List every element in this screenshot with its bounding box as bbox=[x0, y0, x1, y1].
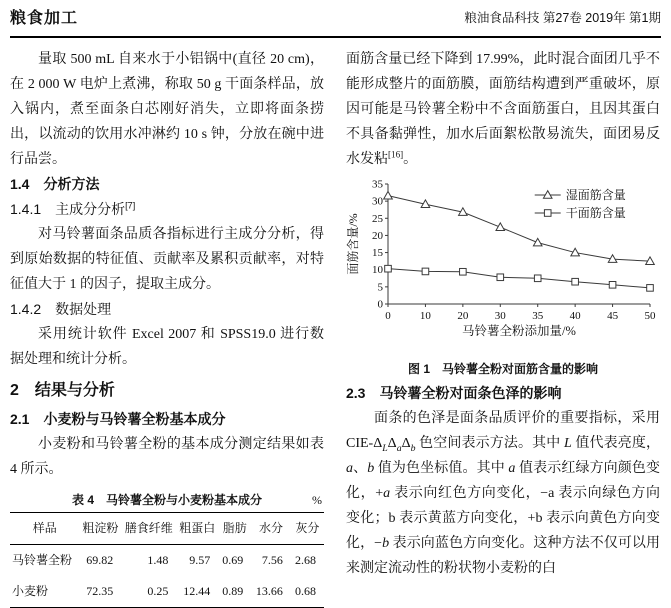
cell-sample: 马铃薯全粉 bbox=[12, 553, 73, 567]
text-segment: b bbox=[410, 442, 416, 454]
heading-1-4-2: 1.4.2 数据处理 bbox=[10, 301, 112, 317]
text-segment: [16] bbox=[388, 149, 404, 160]
y-tick-label: 0 bbox=[377, 298, 383, 311]
left-column bbox=[10, 47, 324, 608]
square-marker bbox=[460, 268, 467, 275]
col-header-ash: 灰分 bbox=[291, 513, 324, 545]
text-segment: Δ bbox=[401, 436, 411, 451]
table-4 bbox=[10, 512, 324, 608]
table-row bbox=[10, 576, 324, 608]
cell-value: 0.69 bbox=[222, 553, 244, 567]
cell-value: 2.68 bbox=[295, 553, 316, 567]
text-segment: a bbox=[346, 461, 353, 476]
col-header-crude-starch: 粗淀粉 bbox=[79, 513, 121, 545]
text-segment: b bbox=[367, 461, 375, 476]
square-marker bbox=[422, 268, 429, 275]
paragraph-pca: 对马铃薯面条品质各指标进行主成分分析，得到原始数据的特征值、贡献率及累积贡献率，对特征值大于 1 的因子，提取主成分。 bbox=[10, 227, 324, 292]
col-header-dietary-fiber: 膳食纤维 bbox=[121, 513, 176, 545]
table-4-caption bbox=[10, 490, 324, 510]
right-column bbox=[346, 47, 660, 608]
table-row bbox=[10, 545, 324, 577]
text-segment: Δ bbox=[387, 436, 397, 451]
cell-value: 69.82 bbox=[86, 553, 114, 567]
square-marker bbox=[385, 265, 392, 272]
cell-sample: 小麦粉 bbox=[12, 584, 49, 598]
x-tick-label: 10 bbox=[419, 310, 431, 322]
text-segment: a bbox=[508, 461, 516, 476]
y-tick-label: 35 bbox=[372, 178, 383, 191]
figure-1-caption: 图 1 马铃薯全粉对面筋含量的影响 bbox=[407, 362, 598, 376]
cell-value: 13.66 bbox=[255, 584, 283, 598]
text-segment: L bbox=[563, 436, 572, 451]
text-segment: 表示向蓝色方向变化。这种方法不仅可以用来测定流动性的粉状物小麦粉的白 bbox=[346, 536, 661, 576]
text-segment: b bbox=[382, 536, 390, 551]
table-4-unit: % bbox=[312, 493, 322, 507]
col-header-sample: 样品 bbox=[10, 513, 79, 545]
text-segment: L bbox=[382, 442, 388, 454]
text-segment: 。 bbox=[403, 152, 418, 167]
cell-value: 9.57 bbox=[189, 553, 211, 567]
square-marker bbox=[572, 278, 579, 285]
x-tick-label: 50 bbox=[644, 310, 656, 322]
heading-2-3: 2.3 马铃薯全粉对面条色泽的影响 bbox=[346, 385, 562, 401]
square-marker bbox=[647, 285, 654, 292]
legend-label: 湿面筋含量 bbox=[565, 188, 626, 202]
x-tick-label: 40 bbox=[569, 310, 581, 322]
paragraph-gluten-discussion bbox=[346, 47, 660, 172]
y-tick-label: 30 bbox=[372, 195, 383, 208]
y-axis-title: 面筋含量/% bbox=[346, 213, 360, 275]
legend-label: 干面筋含量 bbox=[565, 206, 626, 220]
col-header-moisture: 水分 bbox=[251, 513, 291, 545]
heading-2: 2 结果与分析 bbox=[10, 382, 115, 399]
cell-value: 0.25 bbox=[147, 584, 169, 598]
text-segment: 值代表亮度， bbox=[571, 436, 661, 451]
cell-value: 72.35 bbox=[86, 584, 114, 598]
paragraph-data-processing: 采用统计软件 Excel 2007 和 SPSS19.0 进行数据处理和统计分析。 bbox=[10, 327, 324, 367]
text-segment: 表示向红色方向变化，−a 表示向绿色方向变化；b 表示黄蓝方向变化，+b 表示向黄色方向变化，− bbox=[346, 486, 661, 551]
text-segment: 、 bbox=[353, 461, 368, 476]
cell-value: 0.68 bbox=[295, 584, 316, 598]
heading-1-4-1 bbox=[10, 197, 324, 222]
text-segment: [7] bbox=[125, 200, 136, 211]
heading-2-1: 2.1 小麦粉与马铃薯全粉基本成分 bbox=[10, 411, 226, 427]
col-header-crude-protein: 粗蛋白 bbox=[176, 513, 218, 545]
cell-value: 7.56 bbox=[261, 553, 283, 567]
x-tick-label: 35 bbox=[532, 310, 544, 322]
square-marker bbox=[534, 275, 541, 282]
text-segment: 值为色坐标值。其中 bbox=[374, 461, 509, 476]
triangle-marker bbox=[496, 223, 505, 231]
section-label: 粮食加工 bbox=[10, 10, 79, 27]
text-segment: 色空间表示方法。其中 bbox=[415, 436, 564, 451]
journal-info: 粮油食品科技 第27卷 2019年 第1期 bbox=[464, 11, 661, 25]
cell-value: 1.48 bbox=[147, 553, 169, 567]
two-column-body bbox=[10, 47, 661, 608]
x-tick-label: 30 bbox=[494, 310, 506, 322]
y-tick-label: 10 bbox=[372, 264, 383, 277]
paragraph-table4-intro: 小麦粉和马铃薯全粉的基本成分测定结果如表 4 所示。 bbox=[10, 437, 324, 477]
paragraph-cooking-method: 量取 500 mL 自来水于小铝锅中(直径 20 cm)，在 2 000 W 电炉上煮沸，称取 50 g 干面条样品，放入锅内，煮至面条白芯刚好消失，立即将面条捞出，以流动的饮用水冲淋约 10 s 钟，分放在碗中进行品尝。 bbox=[10, 52, 324, 167]
x-tick-label: 0 bbox=[385, 310, 391, 322]
figure-1-block bbox=[346, 176, 660, 379]
square-marker bbox=[544, 210, 551, 217]
cell-value: 0.89 bbox=[222, 584, 244, 598]
y-tick-label: 25 bbox=[372, 212, 383, 225]
table-header-row bbox=[10, 513, 324, 545]
gluten-line-chart bbox=[346, 176, 660, 348]
y-tick-label: 5 bbox=[377, 281, 383, 294]
heading-1-4: 1.4 分析方法 bbox=[10, 176, 100, 192]
text-segment: a bbox=[396, 442, 402, 454]
text-segment: 值表示红绿方向颜色变化，+ bbox=[346, 461, 661, 501]
page-header bbox=[10, 6, 661, 38]
x-axis-title: 马铃薯全粉添加量/% bbox=[462, 324, 576, 338]
triangle-marker bbox=[533, 238, 542, 246]
paragraph-color-cie bbox=[346, 406, 660, 581]
table-4-title: 表 4 马铃薯全粉与小麦粉基本成分 bbox=[71, 493, 262, 507]
table-4-block bbox=[10, 490, 324, 608]
triangle-marker bbox=[384, 191, 393, 199]
text-segment: 面条的色泽是面条品质评价的重要指标，采用 CIE-Δ bbox=[346, 411, 660, 451]
x-tick-label: 45 bbox=[607, 310, 619, 322]
text-segment: 面筋含量已经下降到 17.99%，此时混合面团几乎不能形成整片的面筋膜，面筋结构遭到严重破坏，原因可能是马铃薯全粉中不含面筋蛋白，且因其蛋白不具备黏弹性，加水后面絮松散易流失，面团易反水发粘 bbox=[346, 52, 660, 167]
col-header-fat: 脂肪 bbox=[218, 513, 251, 545]
text-segment: a bbox=[383, 486, 391, 501]
square-marker bbox=[497, 274, 504, 281]
y-tick-label: 15 bbox=[372, 247, 383, 260]
x-tick-label: 20 bbox=[457, 310, 469, 322]
text-segment: 1.4.1 主成分分析 bbox=[10, 201, 126, 217]
y-tick-label: 20 bbox=[372, 229, 383, 242]
cell-value: 12.44 bbox=[183, 584, 211, 598]
square-marker bbox=[609, 282, 616, 289]
